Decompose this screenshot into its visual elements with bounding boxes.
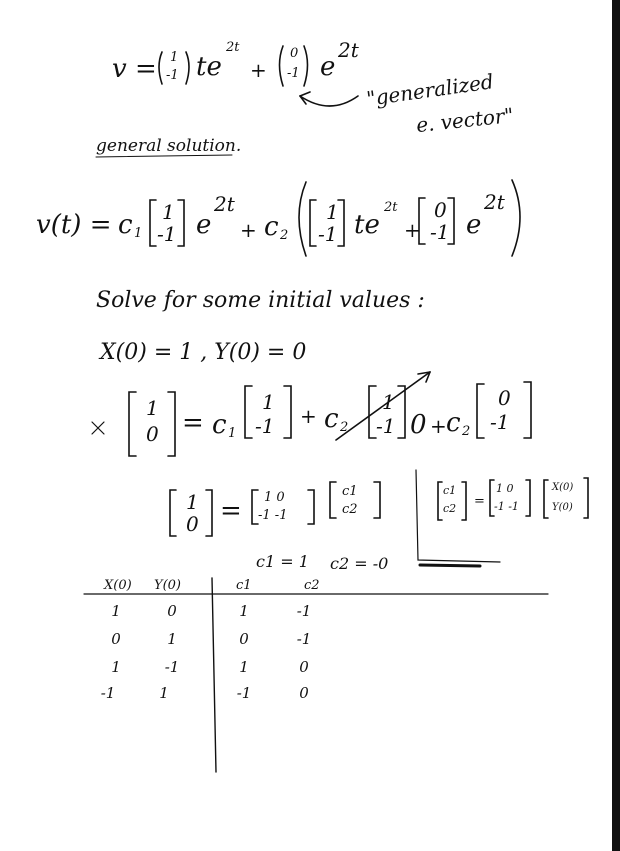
general-vecB-bottom: -1 [318, 222, 338, 246]
eq-equals: = [182, 408, 204, 438]
eq-vecB-bottom: -1 [376, 414, 396, 438]
eq-c2b: c [446, 408, 461, 438]
eq-lhs-bottom: 0 [146, 422, 159, 446]
table-cell: -1 [236, 684, 252, 702]
initial-values: X(0) = 1 , Y(0) = 0 [100, 340, 307, 365]
general-expA: 2t [214, 192, 235, 216]
table-header-x0: X(0) [104, 578, 132, 593]
general-sub1: 1 [134, 226, 143, 241]
meq-m-row1: 1 0 [264, 490, 285, 505]
table-cell: 0 [299, 684, 309, 702]
eq-vecC-bottom: -1 [490, 410, 510, 434]
table-header-c1: c1 [236, 578, 252, 593]
inv-equals: = [474, 494, 485, 509]
scan-edge [612, 0, 620, 851]
inv-c-top: c1 [443, 484, 457, 497]
line1-plus: + [250, 58, 267, 82]
table-header-c2: c2 [304, 578, 320, 593]
line1-term2: e [320, 52, 336, 82]
table-cell: -1 [100, 684, 116, 702]
eq-plus1: + [300, 404, 317, 428]
line1-lhs: v = [112, 54, 157, 84]
inv-m-row1: 1 0 [496, 482, 514, 495]
table-cell: -1 [164, 658, 180, 676]
eq-sub2b: 2 [462, 424, 471, 439]
general-vecA-bottom: -1 [157, 222, 177, 246]
general-c2: c [264, 212, 279, 242]
table-cell: 0 [167, 602, 177, 620]
eq-c2: c [324, 404, 339, 434]
eq-vecA-bottom: -1 [255, 414, 275, 438]
table-cell: 1 [167, 630, 177, 648]
general-plusB: + [404, 218, 421, 242]
inv-v-bottom: Y(0) [552, 502, 573, 513]
table-cell: 0 [299, 658, 309, 676]
line1-vec1-bottom: -1 [166, 68, 179, 83]
line1-vec2-bottom: -1 [287, 66, 300, 81]
meq-lhs-top: 1 [186, 490, 199, 514]
line1-vec2-top: 0 [290, 46, 299, 61]
line1-term1: te [196, 52, 222, 82]
table-header-y0: Y(0) [154, 578, 181, 593]
eq-c1: c [212, 410, 227, 440]
eq-vecA-top: 1 [262, 390, 275, 414]
table-cell: 1 [239, 602, 249, 620]
eq-zero: 0 [410, 410, 427, 440]
general-vecA-top: 1 [162, 200, 175, 224]
general-lhs: v(t) = [36, 210, 112, 240]
eq-vecB-top: 1 [382, 390, 395, 414]
eq-lhs-top: 1 [146, 396, 159, 420]
annotation-line2: e. vector" [415, 102, 515, 138]
inv-v-top: X(0) [552, 482, 574, 493]
meq-c-top: c1 [342, 484, 358, 499]
table-cell: 1 [111, 602, 121, 620]
line1-exp1: 2t [226, 40, 240, 55]
meq-equals: = [220, 496, 242, 526]
eq-plus2: + [430, 414, 447, 438]
general-vecC-top: 0 [434, 198, 447, 222]
general-eA: e [196, 210, 212, 240]
table-cell: 0 [239, 630, 249, 648]
eq-vecC-top: 0 [498, 386, 511, 410]
const-c1: c1 = 1 [256, 552, 309, 571]
line1-vec1-top: 1 [170, 50, 179, 65]
eq-sub1: 1 [228, 426, 237, 441]
solve-heading: Solve for some initial values : [96, 288, 425, 313]
general-vecB-top: 1 [326, 200, 339, 224]
inv-m-row2: -1 -1 [494, 500, 519, 513]
general-eC: e [466, 210, 482, 240]
general-sub2: 2 [280, 228, 289, 243]
table-cell: 1 [111, 658, 121, 676]
line1-exp2: 2t [338, 38, 359, 62]
inv-c-bottom: c2 [443, 502, 457, 515]
general-solution-heading: general solution. [96, 136, 242, 156]
general-expB: 2t [384, 200, 398, 215]
table-cell: 0 [111, 630, 121, 648]
meq-m-row2: -1 -1 [258, 508, 288, 523]
meq-c-bottom: c2 [342, 502, 358, 517]
const-c2: c2 = -0 [330, 554, 389, 573]
general-c1: c [118, 210, 133, 240]
eq-sub2: 2 [340, 420, 349, 435]
table-cell: 1 [239, 658, 249, 676]
table-cell: -1 [296, 630, 312, 648]
general-plus: + [240, 218, 257, 242]
table-cell: -1 [296, 602, 312, 620]
table-cell: 1 [159, 684, 169, 702]
meq-lhs-bottom: 0 [186, 512, 199, 536]
general-tB: te [354, 210, 380, 240]
general-expC: 2t [484, 190, 505, 214]
annotation-line1: "generalized [364, 69, 496, 111]
general-vecC-bottom: -1 [430, 220, 450, 244]
